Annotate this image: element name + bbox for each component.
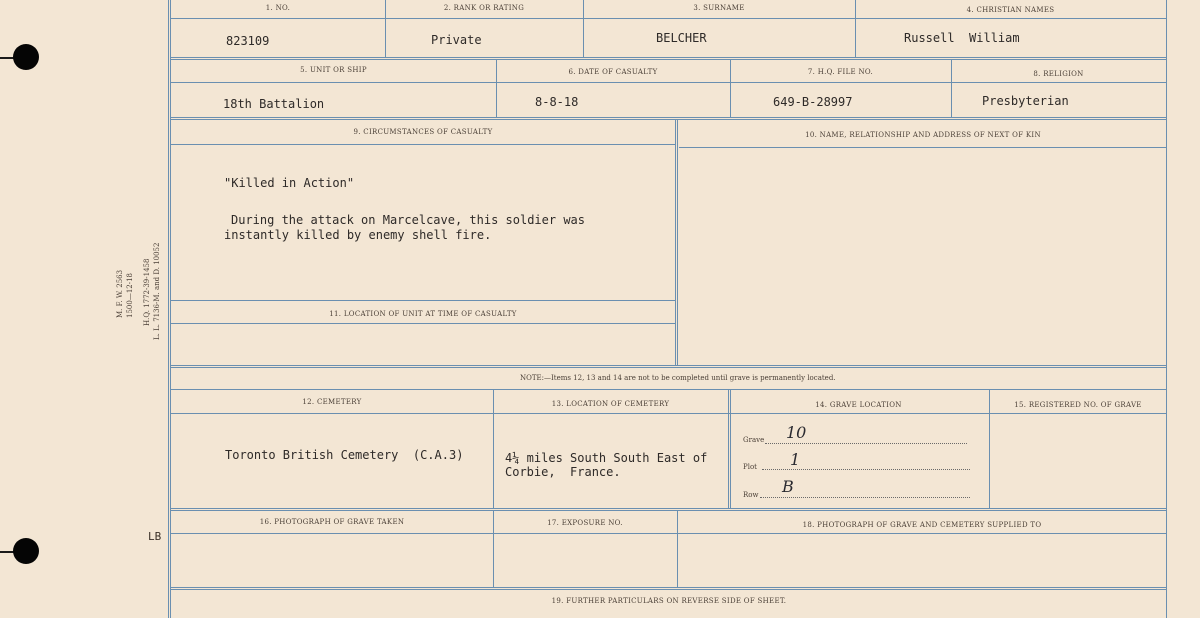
value-unit: 18th Battalion [223, 97, 325, 111]
header-registered-no: 15. REGISTERED NO. OF GRAVE [1014, 401, 1142, 409]
kin-header-rule [679, 147, 1167, 148]
value-circumstances-3: instantly killed by enemy shell fire. [224, 228, 492, 242]
value-religion: Presbyterian [982, 94, 1069, 108]
value-location-1: 4¼ miles South South East of [505, 451, 708, 465]
grave-label: Grave [743, 436, 765, 444]
grave-value: 10 [786, 423, 807, 442]
header-christian-names: 4. CHRISTIAN NAMES [966, 6, 1055, 14]
row4-header-rule [171, 413, 1167, 414]
value-cemetery: Toronto British Cemetery (C.A.3) [225, 448, 464, 462]
value-no: 823109 [226, 34, 270, 48]
header-location-cemetery: 13. LOCATION OF CEMETERY [551, 400, 670, 408]
row3-bottom-rule [171, 365, 1167, 368]
row1-bottom-rule [171, 57, 1167, 60]
header-cemetery: 12. CEMETERY [302, 398, 362, 406]
header-unit: 5. UNIT OR SHIP [300, 66, 367, 74]
header-rank: 2. RANK OR RATING [443, 4, 525, 12]
header-photo-taken: 16. PHOTOGRAPH OF GRAVE TAKEN [259, 518, 405, 526]
lb-mark: LB [148, 530, 162, 543]
plot-dotline [762, 469, 970, 470]
header-surname: 3. SURNAME [693, 4, 745, 12]
punch-hole-top [13, 44, 39, 70]
circ-bottom-rule [171, 300, 675, 301]
header-grave-location: 14. GRAVE LOCATION [815, 401, 902, 409]
side-print-3: H.Q. 1772-39-1458 [143, 258, 151, 326]
header-date: 6. DATE OF CASUALTY [568, 68, 658, 76]
header-photo-supplied: 18. PHOTOGRAPH OF GRAVE AND CEMETERY SUPPLIED TO [802, 521, 1042, 529]
circ-header-rule [171, 144, 675, 145]
row-label: Row [743, 491, 759, 499]
row5-bottom-rule [171, 587, 1167, 590]
divider [675, 120, 678, 365]
value-file-no: 649-B-28997 [773, 95, 853, 109]
row5-header-rule [171, 533, 1167, 534]
side-print-2: 1500—12-18 [126, 273, 134, 318]
plot-label: Plot [743, 463, 757, 471]
value-location-2: Corbie, France. [505, 465, 621, 479]
value-date: 8-8-18 [535, 95, 579, 109]
header-exposure: 17. EXPOSURE NO. [547, 519, 623, 527]
note-text: NOTE:—Items 12, 13 and 14 are not to be completed until grave is permanently located. [520, 374, 836, 382]
side-print-4: L. L. 7136-M. and D. 10052 [153, 242, 161, 340]
row4-top-rule [171, 389, 1167, 390]
value-rank: Private [431, 33, 482, 47]
plot-value: 1 [790, 450, 801, 469]
grave-dotline [765, 443, 967, 444]
row4-bottom-rule [171, 508, 1167, 511]
value-surname: BELCHER [656, 31, 707, 45]
side-print-1: M. F. W. 2563 [116, 269, 124, 318]
header-next-of-kin: 10. NAME, RELATIONSHIP AND ADDRESS OF NEXT OF KIN [805, 131, 1041, 139]
header-further: 19. FURTHER PARTICULARS ON REVERSE SIDE OF SHEET. [551, 597, 787, 605]
row1-header-rule [171, 18, 1167, 19]
row2-bottom-rule [171, 117, 1167, 120]
punch-hole-bottom [13, 538, 39, 564]
divider [951, 60, 952, 117]
header-location-unit: 11. LOCATION OF UNIT AT TIME OF CASUALTY [329, 310, 517, 318]
row2-header-rule [171, 82, 1167, 83]
header-circumstances: 9. CIRCUMSTANCES OF CASUALTY [353, 128, 493, 136]
row-dotline [760, 497, 970, 498]
header-file-no: 7. H.Q. FILE NO. [807, 68, 874, 76]
header-religion: 8. RELIGION [1033, 70, 1084, 78]
header-no: 1. NO. [265, 4, 291, 12]
value-circumstances-2: During the attack on Marcelcave, this soldier was [231, 213, 586, 227]
value-christian-names: Russell William [904, 31, 1020, 45]
value-circumstances-1: "Killed in Action" [224, 176, 355, 190]
loc-header-rule [171, 323, 675, 324]
row-value: B [782, 477, 794, 496]
